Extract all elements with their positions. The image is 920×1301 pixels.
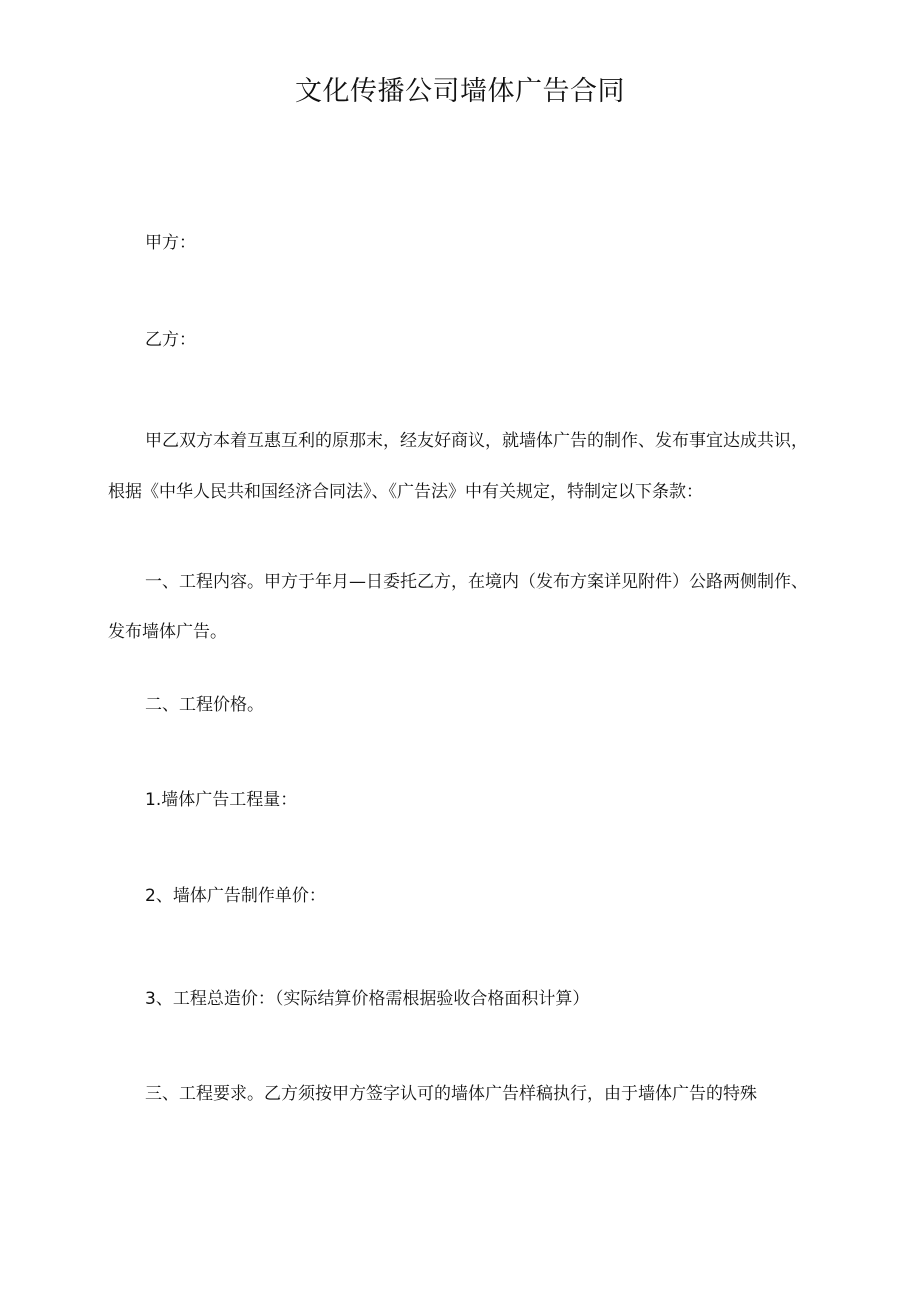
party-a-label: 甲方： xyxy=(145,233,196,253)
section-1-line-2: 发布墙体广告。 xyxy=(108,622,227,642)
contract-title: 文化传播公司墙体广告合同 xyxy=(295,76,625,107)
section-1-line-1: 一、工程内容。甲方于年月—日委托乙方，在境内（发布方案详见附件）公路两侧制作、 xyxy=(145,572,808,592)
section-2-item-1: 1.墙体广告工程量： xyxy=(145,790,298,810)
preamble-line-1: 甲乙双方本着互惠互利的原那末，经友好商议，就墙体广告的制作、发布事宜达成共识， xyxy=(145,431,808,451)
preamble-line-2: 根据《中华人民共和国经济合同法》、《广告法》中有关规定，特制定以下条款： xyxy=(108,482,703,502)
section-3-line-1: 三、工程要求。乙方须按甲方签字认可的墙体广告样稿执行，由于墙体广告的特殊 xyxy=(145,1084,757,1104)
party-b-label: 乙方： xyxy=(145,330,196,350)
section-2-item-3: 3、工程总造价：（实际结算价格需根据验收合格面积计算） xyxy=(145,989,590,1009)
section-2-heading: 二、工程价格。 xyxy=(145,695,264,715)
section-2-item-2: 2、墙体广告制作单价： xyxy=(145,886,326,906)
